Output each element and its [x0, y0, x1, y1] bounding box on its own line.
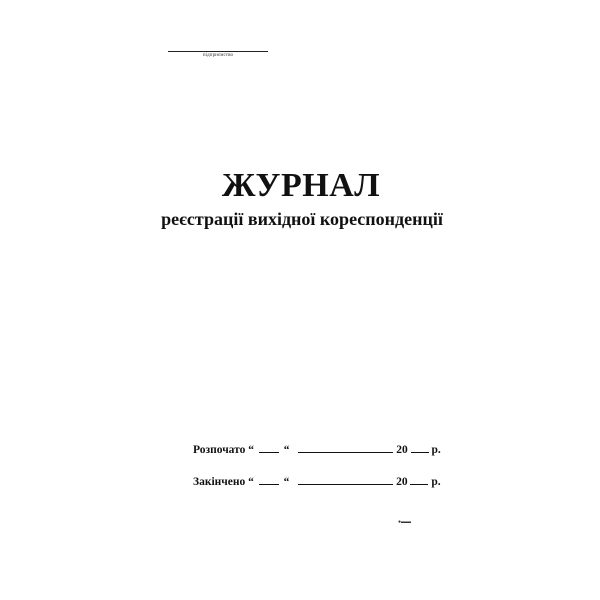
- started-day-blank: [259, 441, 279, 453]
- finished-date-row: [193, 473, 441, 489]
- started-year-blank: [411, 441, 429, 453]
- journal-subtitle: реєстрації вихідної кореспонденції: [161, 209, 443, 229]
- finished-year-blank: [410, 473, 428, 485]
- finished-day-blank: [259, 473, 279, 485]
- finished-open-quote: “: [248, 476, 254, 488]
- publisher-logo: ●▬▬: [398, 520, 412, 525]
- started-label: Розпочато: [193, 444, 246, 456]
- organization-caption: підприємство: [202, 53, 234, 58]
- started-year-prefix: 20: [396, 444, 408, 456]
- started-year-suffix: р.: [431, 444, 441, 456]
- finished-year-prefix: 20: [396, 476, 408, 488]
- started-date-row: [193, 441, 441, 457]
- started-close-quote: “: [283, 444, 290, 456]
- journal-title: ЖУРНАЛ: [221, 167, 381, 204]
- started-month-blank: [298, 441, 393, 453]
- started-open-quote: “: [248, 444, 254, 456]
- finished-year-suffix: р.: [431, 476, 441, 488]
- organization-signature-line: [168, 51, 268, 52]
- finished-label: Закінчено: [193, 476, 246, 488]
- finished-month-blank: [298, 473, 393, 485]
- finished-close-quote: “: [283, 476, 290, 488]
